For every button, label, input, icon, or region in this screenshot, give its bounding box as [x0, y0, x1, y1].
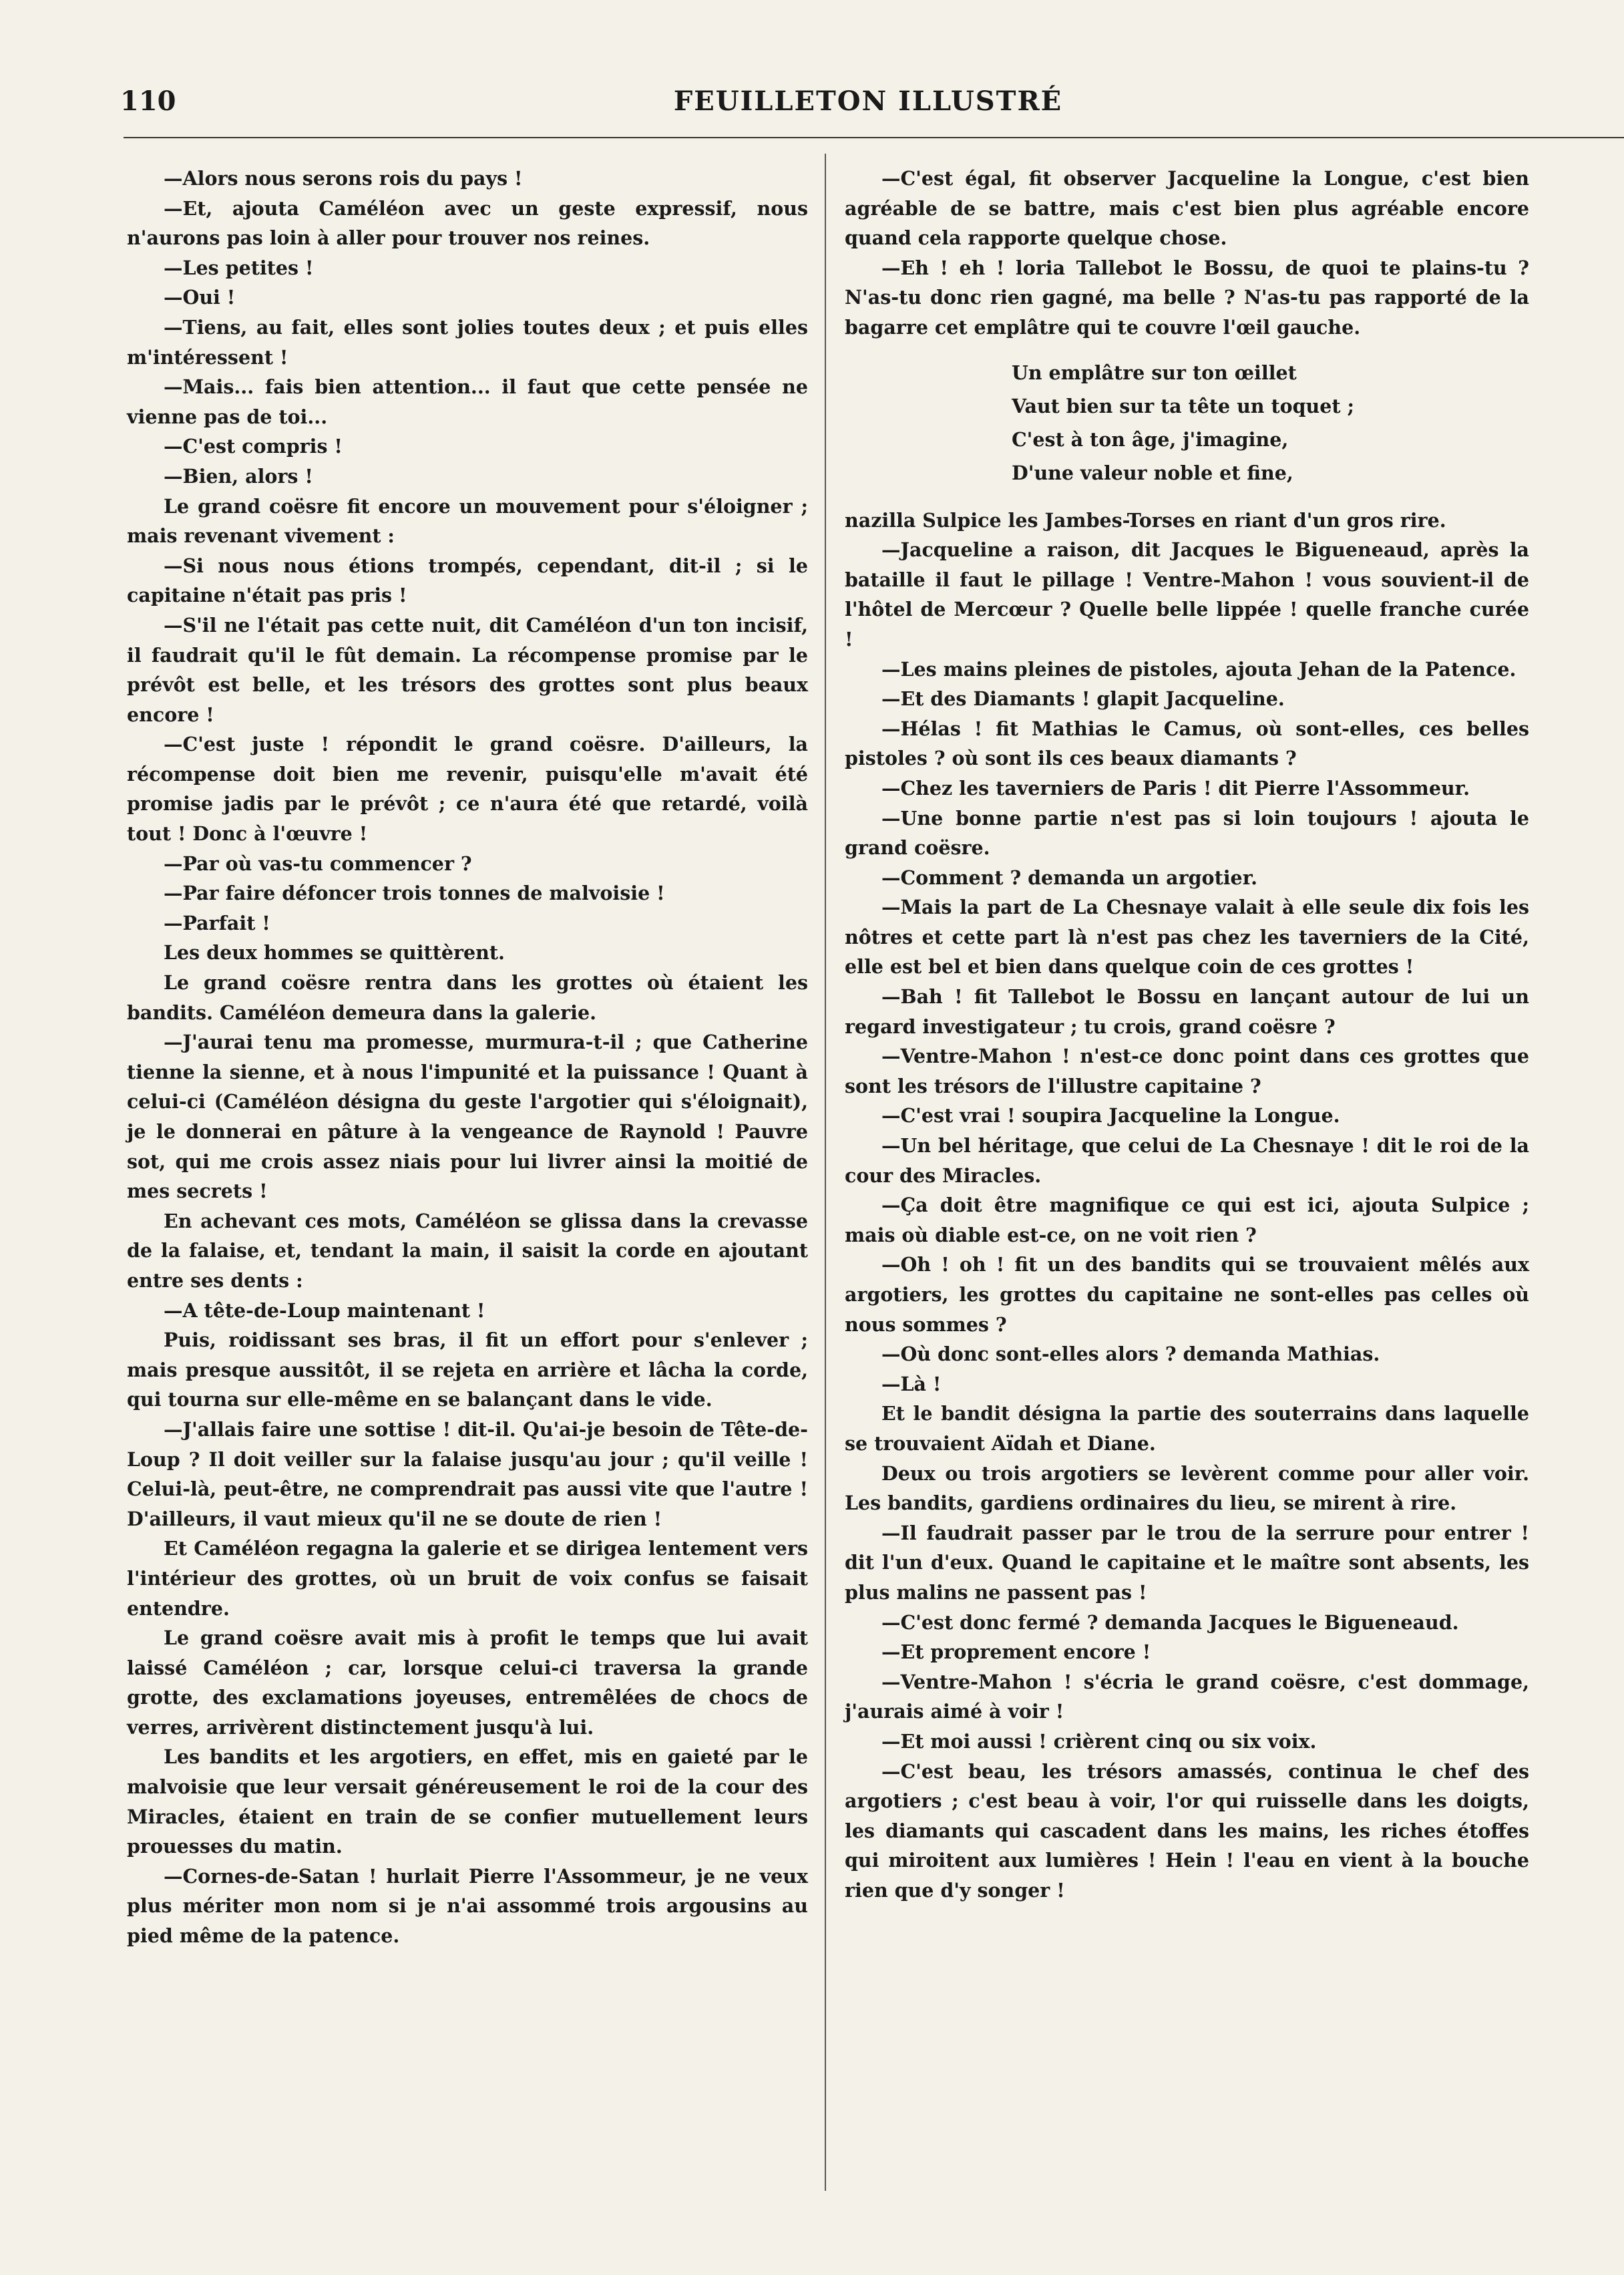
paragraph: —Une bonne partie n'est pas si loin toujours ! ajouta le grand coësre.	[845, 806, 1529, 860]
paragraph: —Et proprement encore !	[881, 1640, 1151, 1664]
left-column	[127, 164, 808, 1951]
paragraph: —Cornes-de-Satan ! hurlait Pierre l'Assommeur, je ne veux plus mériter mon nom si je n'ai assommé trois argousins au pied même de la patence.	[127, 1864, 808, 1948]
paragraph: —Hélas ! fit Mathias le Camus, où sont-elles, ces belles pistoles ? où sont ils ces beaux diamants ?	[845, 717, 1529, 770]
paragraph: —Par faire défoncer trois tonnes de malvoisie !	[164, 882, 665, 905]
paragraph: Deux ou trois argotiers se levèrent comme pour aller voir. Les bandits, gardiens ordinaires du lieu, se mirent à rire.	[845, 1461, 1529, 1515]
paragraph: —Et moi aussi ! crièrent cinq ou six voix.	[881, 1729, 1317, 1753]
page-header	[120, 85, 1616, 132]
paragraph: —C'est vrai ! soupira Jacqueline la Longue.	[881, 1104, 1340, 1127]
paragraph: —Par où vas-tu commencer ?	[164, 852, 472, 875]
paragraph: —Chez les taverniers de Paris ! dit Pierre l'Assommeur.	[881, 776, 1470, 800]
verse-line: C'est à ton âge, j'imagine,	[1012, 427, 1289, 451]
paragraph: —Il faudrait passer par le trou de la serrure pour entrer ! dit l'un d'eux. Quand le capitaine et le maître sont absents, les plus malins ne passent pas !	[845, 1521, 1529, 1604]
verse-line: D'une valeur noble et fine,	[1012, 461, 1293, 484]
paragraph: —A tête-de-Loup maintenant !	[164, 1298, 485, 1322]
paragraph: —J'allais faire une sottise ! dit-il. Qu'ai-je besoin de Tête-de-Loup ? Il doit veiller sur la falaise jusqu'au jour ; qu'il veille ! Celui-là, peut-être, ne comprendrait pas aussi vite que l'autre ! D'ailleurs, il vaut mieux qu'il ne se doute de rien !	[127, 1417, 808, 1530]
paragraph: Puis, roidissant ses bras, il fit un effort pour s'enlever ; mais presque aussitôt, il se rejeta en arrière et lâcha la corde, qui tourna sur elle-même en se balançant dans le vide.	[127, 1329, 808, 1411]
paragraph: —Ça doit être magnifique ce qui est ici, ajouta Sulpice ; mais où diable est-ce, on ne voit rien ?	[845, 1194, 1529, 1246]
paragraph: —Si nous nous étions trompés, cependant, dit-il ; si le capitaine n'était pas pris !	[127, 554, 808, 607]
paragraph: —Oui !	[164, 286, 236, 309]
paragraph: Le grand coësre rentra dans les grottes où étaient les bandits. Caméléon demeura dans la galerie.	[127, 971, 808, 1024]
paragraph: Et Caméléon regagna la galerie et se dirigea lentement vers l'intérieur des grottes, où un bruit de voix confus se faisait entendre.	[127, 1537, 808, 1620]
paragraph: —Alors nous serons rois du pays !	[164, 167, 523, 190]
page-number: 110	[120, 85, 176, 117]
paragraph: Les deux hommes se quittèrent.	[164, 941, 505, 965]
paragraph: Et le bandit désigna la partie des souterrains dans laquelle se trouvaient Aïdah et Diane.	[845, 1402, 1529, 1455]
paragraph: —Les mains pleines de pistoles, ajouta Jehan de la Patence.	[881, 657, 1516, 681]
paragraph: —Bien, alors !	[164, 464, 313, 488]
paragraph: Le grand coësre avait mis à profit le temps que lui avait laissé Caméléon ; car, lorsque celui-ci traversa la grande grotte, des exclamations joyeuses, entremêlées de chocs de verres, arrivèrent distinctement jusqu'à lui.	[127, 1626, 808, 1739]
paragraph: —C'est juste ! répondit le grand coësre. D'ailleurs, la récompense doit bien me revenir, puisqu'elle m'avait été promise jadis par le prévôt ; ce n'aura été que retardé, voilà tout ! Donc à l'œuvre !	[127, 733, 808, 846]
paragraph: Le grand coësre fit encore un mouvement pour s'éloigner ; mais revenant vivement :	[127, 494, 808, 548]
paragraph: —C'est égal, fit observer Jacqueline la Longue, c'est bien agréable de se battre, mais c'est bien plus agréable encore quand cela rapporte quelque chose.	[845, 167, 1529, 250]
verse	[1012, 356, 1529, 490]
header-rule	[124, 137, 1624, 138]
column-divider	[825, 154, 826, 2191]
paragraph: —Oh ! oh ! fit un des bandits qui se trouvaient mêlés aux argotiers, les grottes du capitaine ne sont-elles pas celles où nous sommes ?	[845, 1253, 1529, 1336]
paragraph: nazilla Sulpice les Jambes-Torses en riant d'un gros rire.	[845, 508, 1446, 532]
paragraph: —Comment ? demanda un argotier.	[881, 866, 1258, 889]
paragraph: Les bandits et les argotiers, en effet, mis en gaieté par le malvoisie que leur versait généreusement le roi de la cour des Miracles, étaient en train de se confier mutuellement leurs prouesses du matin.	[127, 1745, 808, 1858]
paragraph: —Mais la part de La Chesnaye valait à elle seule dix fois les nôtres et cette part là n'est pas chez les taverniers de la Cité, elle est bel et bien dans quelque coin de ces grottes !	[845, 896, 1529, 979]
paragraph: —Là !	[881, 1372, 942, 1395]
right-column	[845, 164, 1529, 1905]
paragraph: —Parfait !	[164, 911, 270, 934]
paragraph: —C'est donc fermé ? demanda Jacques le Bigueneaud.	[881, 1610, 1459, 1634]
paragraph: —Jacqueline a raison, dit Jacques le Bigueneaud, après la bataille il faut le pillage ! Ventre-Mahon ! vous souvient-il de l'hôtel de Mercœur ? Quelle belle lippée ! quelle franche curée !	[845, 538, 1529, 651]
paragraph: —Les petites !	[164, 256, 314, 279]
verse-line: Vaut bien sur ta tête un toquet ;	[1012, 394, 1354, 417]
paragraph: —C'est beau, les trésors amassés, continua le chef des argotiers ; c'est beau à voir, l'or qui ruisselle dans les doigts, les diamants qui cascadent dans les mains, les riches étoffes qui miroitent aux lumières ! Hein ! l'eau en vient à la bouche rien que d'y songer !	[845, 1759, 1529, 1902]
verse-line: Un emplâtre sur ton œillet	[1012, 361, 1297, 384]
paragraph: —Un bel héritage, que celui de La Chesnaye ! dit le roi de la cour des Miracles.	[845, 1134, 1529, 1187]
paragraph: —Ventre-Mahon ! n'est-ce donc point dans ces grottes que sont les trésors de l'illustre capitaine ?	[845, 1045, 1529, 1097]
paragraph: —C'est compris !	[164, 435, 343, 458]
paragraph: —Et des Diamants ! glapit Jacqueline.	[881, 687, 1285, 711]
paragraph: —Ventre-Mahon ! s'écria le grand coësre, c'est dommage, j'aurais aimé à voir !	[845, 1670, 1529, 1723]
paragraph: —Bah ! fit Tallebot le Bossu en lançant autour de lui un regard investigateur ; tu crois, grand coësre ?	[845, 985, 1529, 1038]
paragraph: —Et, ajouta Caméléon avec un geste expressif, nous n'aurons pas loin à aller pour trouver nos reines.	[127, 196, 808, 250]
paragraph: —Mais... fais bien attention... il faut que cette pensée ne vienne pas de toi...	[127, 375, 808, 428]
paragraph: —Où donc sont-elles alors ? demanda Mathias.	[881, 1343, 1380, 1366]
paragraph: —Tiens, au fait, elles sont jolies toutes deux ; et puis elles m'intéressent !	[127, 315, 808, 369]
paragraph: En achevant ces mots, Caméléon se glissa dans la crevasse de la falaise, et, tendant la main, il saisit la corde en ajoutant entre ses dents :	[127, 1209, 808, 1292]
paragraph: —Eh ! eh ! loria Tallebot le Bossu, de quoi te plains-tu ? N'as-tu donc rien gagné, ma belle ? N'as-tu pas rapporté de la bagarre cet emplâtre qui te couvre l'œil gauche.	[845, 256, 1529, 339]
paragraph: —S'il ne l'était pas cette nuit, dit Caméléon d'un ton incisif, il faudrait qu'il le fût demain. La récompense promise par le prévôt est belle, et les trésors des grottes sont plus beaux encore !	[127, 613, 808, 726]
running-title: FEUILLETON ILLUSTRÉ	[673, 85, 1063, 117]
paragraph: —J'aurai tenu ma promesse, murmura-t-il ; que Catherine tienne la sienne, et à nous l'impunité et la puissance ! Quant à celui-ci (Caméléon désigna du geste l'argotier qui s'éloignait), je le donnerai en pâture à la vengeance de Raynold ! Pauvre sot, qui me crois assez niais pour lui livrer ainsi la moitié de mes secrets !	[127, 1031, 808, 1203]
